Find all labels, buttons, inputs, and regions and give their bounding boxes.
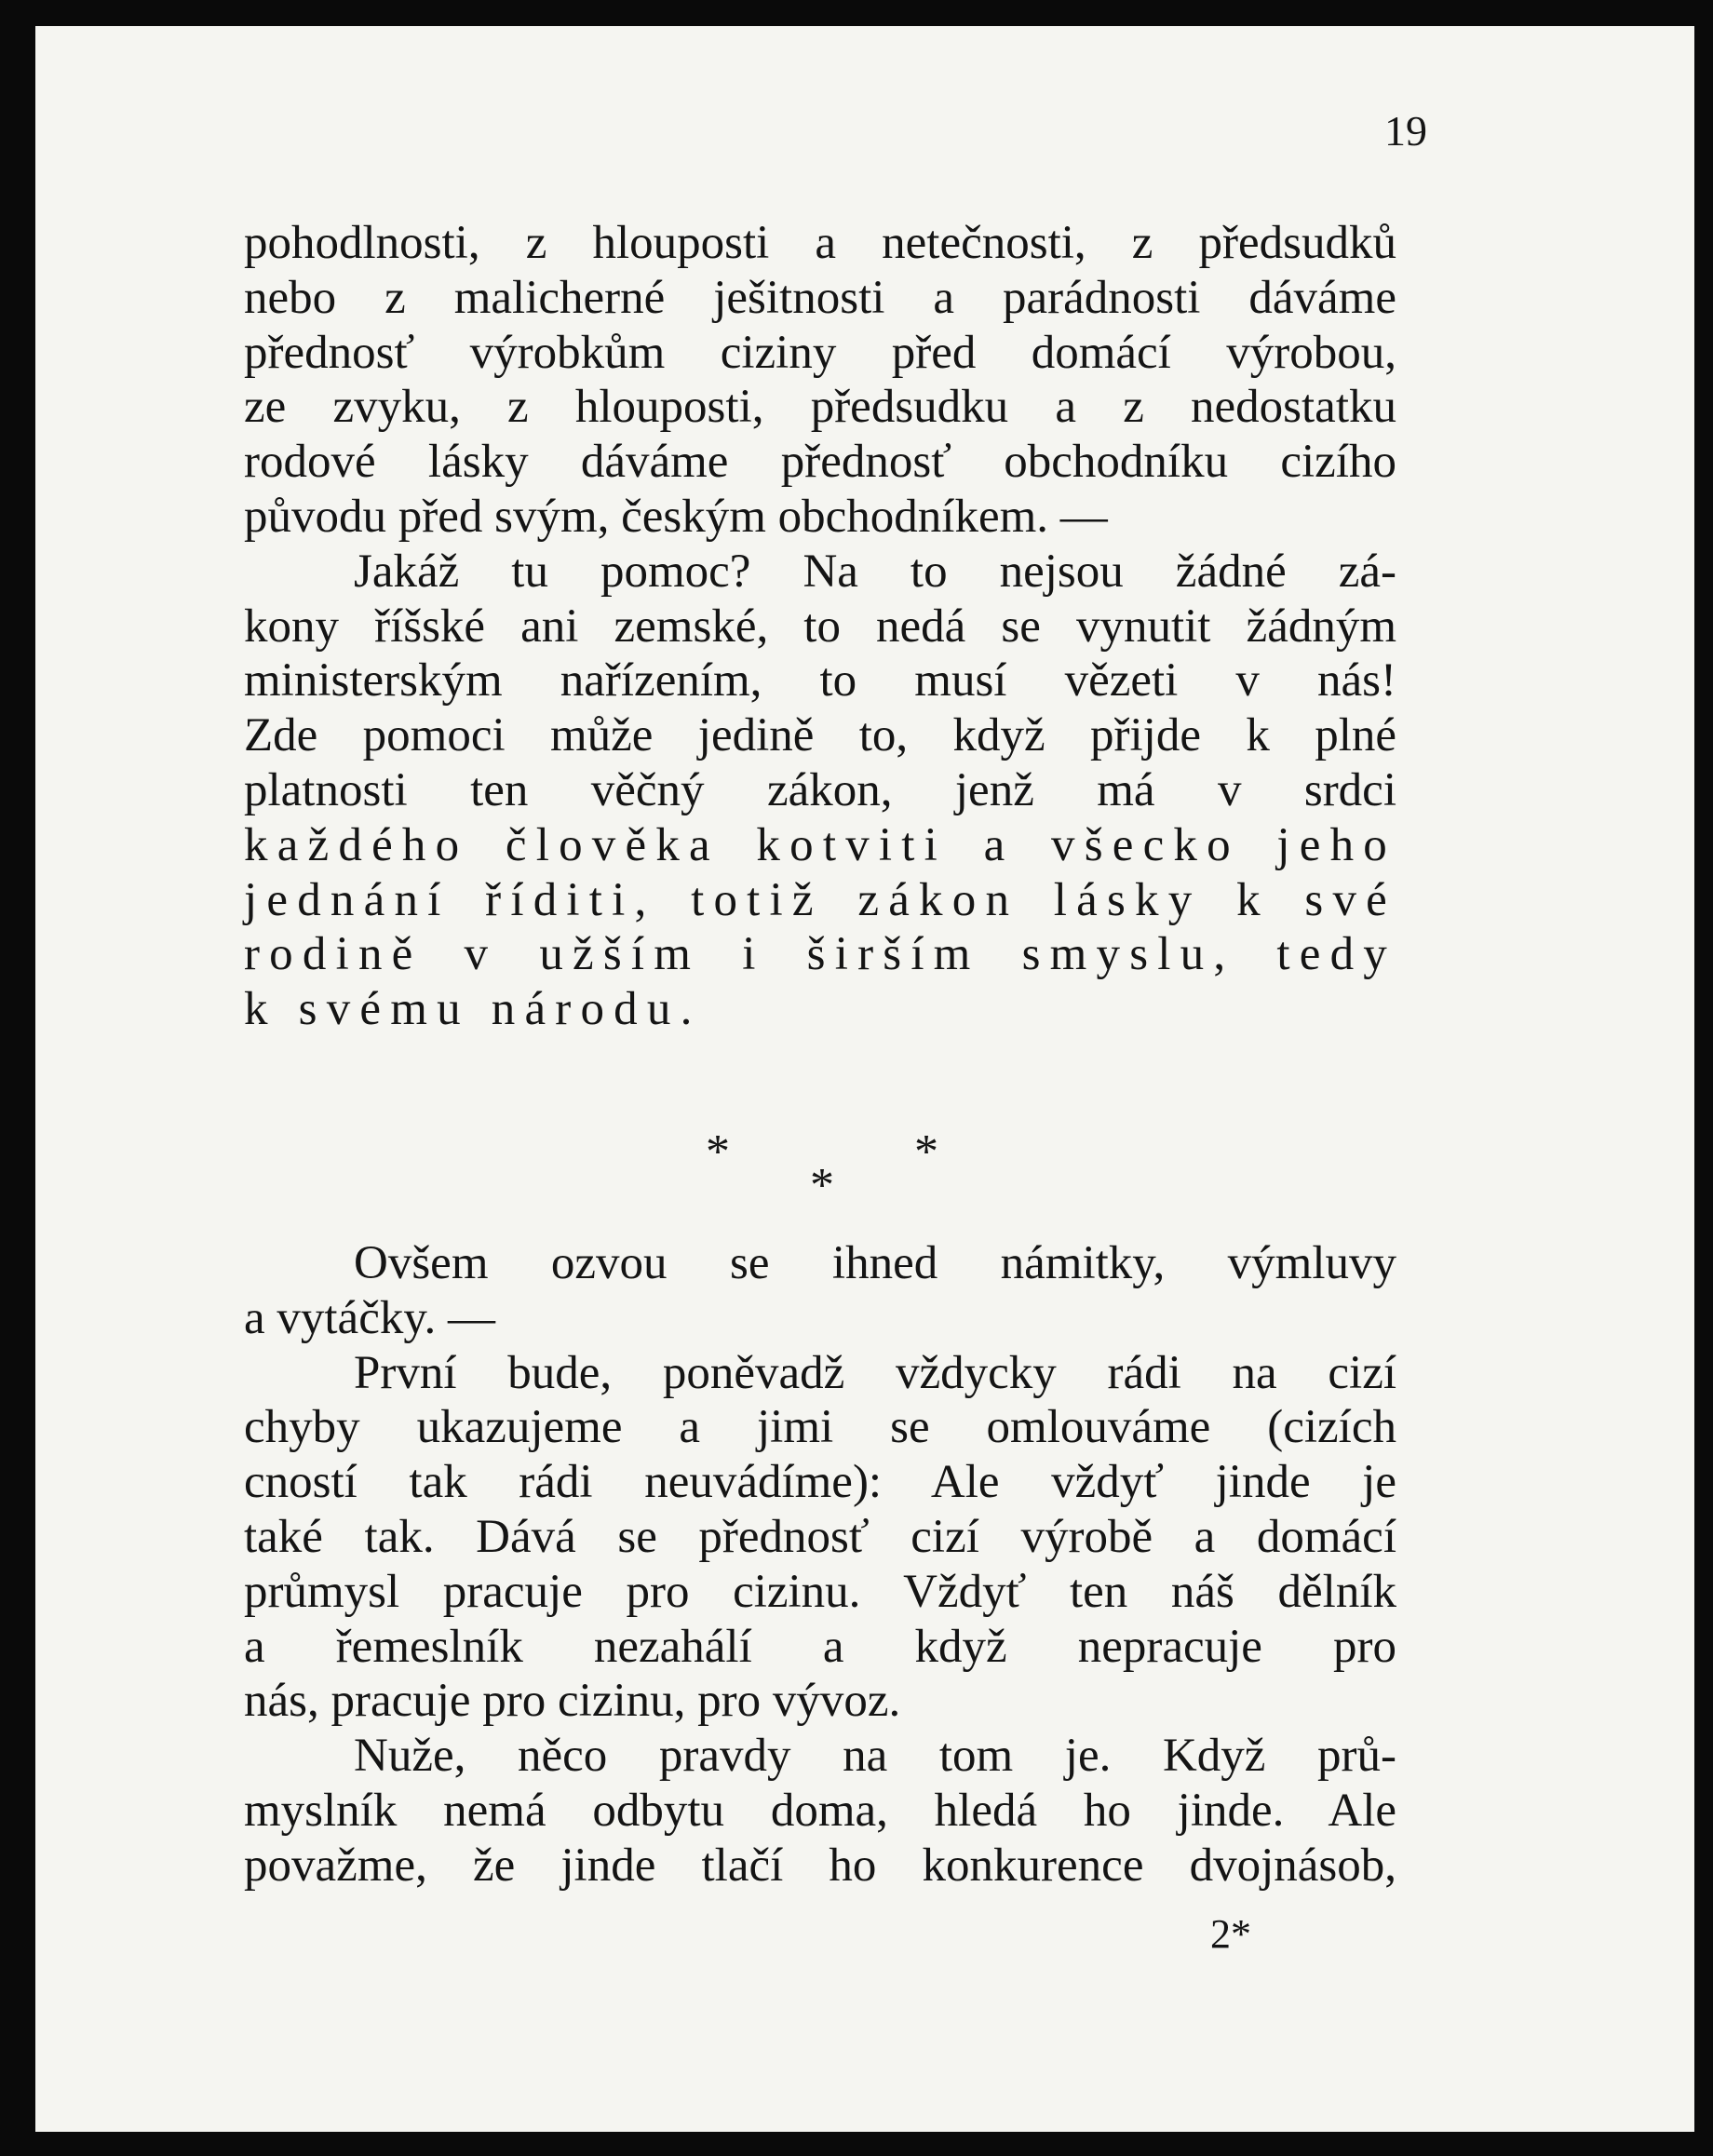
text-line: také tak. Dává se přednosť cizí výrobě a domácí [244, 1510, 1396, 1563]
text-line: platnosti ten věčný zákon, jenž má v srdci [244, 763, 1396, 816]
text-line: Jakáž tu pomoc? Na to nejsou žádné zá- [354, 545, 1396, 598]
asterisk-ornament: * [914, 1125, 938, 1179]
text-line: ze zvyku, z hlouposti, předsudku a z nedostatku [244, 381, 1396, 434]
text-line: myslník nemá odbytu doma, hledá ho jinde. Ale [244, 1784, 1396, 1837]
text-line: Zde pomoci může jedině to, když přijde k plné [244, 709, 1396, 762]
text-line: cností tak rádi neuvádíme): Ale vždyť jinde je [244, 1456, 1396, 1509]
text-block-one [244, 216, 1396, 1037]
text-line: každého člověka kotviti a všecko jeho [244, 818, 1396, 871]
page-number: 19 [1384, 107, 1427, 155]
text-line: chyby ukazujeme a jimi se omlouváme (cizích [244, 1401, 1396, 1454]
text-line: nás, pracuje pro cizinu, pro vývoz. [244, 1675, 901, 1728]
text-line: jednání říditi, totiž zákon lásky k své [244, 873, 1396, 926]
text-line: a řemeslník nezahálí a když nepracuje pro [244, 1620, 1396, 1673]
section-break [652, 1117, 968, 1219]
text-line: Ovšem ozvou se ihned námitky, výmluvy [354, 1237, 1396, 1289]
text-line: První bude, poněvadž vždycky rádi na cizí [354, 1346, 1396, 1399]
asterisk-ornament: * [706, 1125, 730, 1179]
text-line: přednosť výrobkům ciziny před domácí výrobou, [244, 326, 1396, 379]
signature-mark: 2* [1210, 1911, 1251, 1957]
text-line: pohodlnosti, z hlouposti a netečnosti, z předsudků [244, 217, 1396, 269]
text-line: rodině v užším i širším smyslu, tedy [244, 928, 1396, 981]
text-line: původu před svým, českým obchodníkem. — [244, 490, 1108, 543]
text-line: ministerským nařízením, to musí vězeti v nás! [244, 654, 1396, 707]
text-line: a vytáčky. — [244, 1291, 496, 1344]
text-line: k svému národu. [244, 983, 702, 1036]
text-line: rodové lásky dáváme přednosť obchodníku cizího [244, 436, 1396, 489]
text-line: průmysl pracuje pro cizinu. Vždyť ten náš dělník [244, 1565, 1396, 1618]
text-line: Nuže, něco pravdy na tom je. Když prů- [354, 1730, 1396, 1783]
asterisk-ornament: * [810, 1159, 834, 1212]
text-line: kony říšské ani zemské, to nedá se vynutit žádným [244, 600, 1396, 653]
text-line: považme, že jinde tlačí ho konkurence dvojnásob, [244, 1839, 1396, 1892]
text-line: nebo z malicherné ješitnosti a parádnosti dáváme [244, 271, 1396, 324]
text-block-two [244, 1236, 1396, 1893]
